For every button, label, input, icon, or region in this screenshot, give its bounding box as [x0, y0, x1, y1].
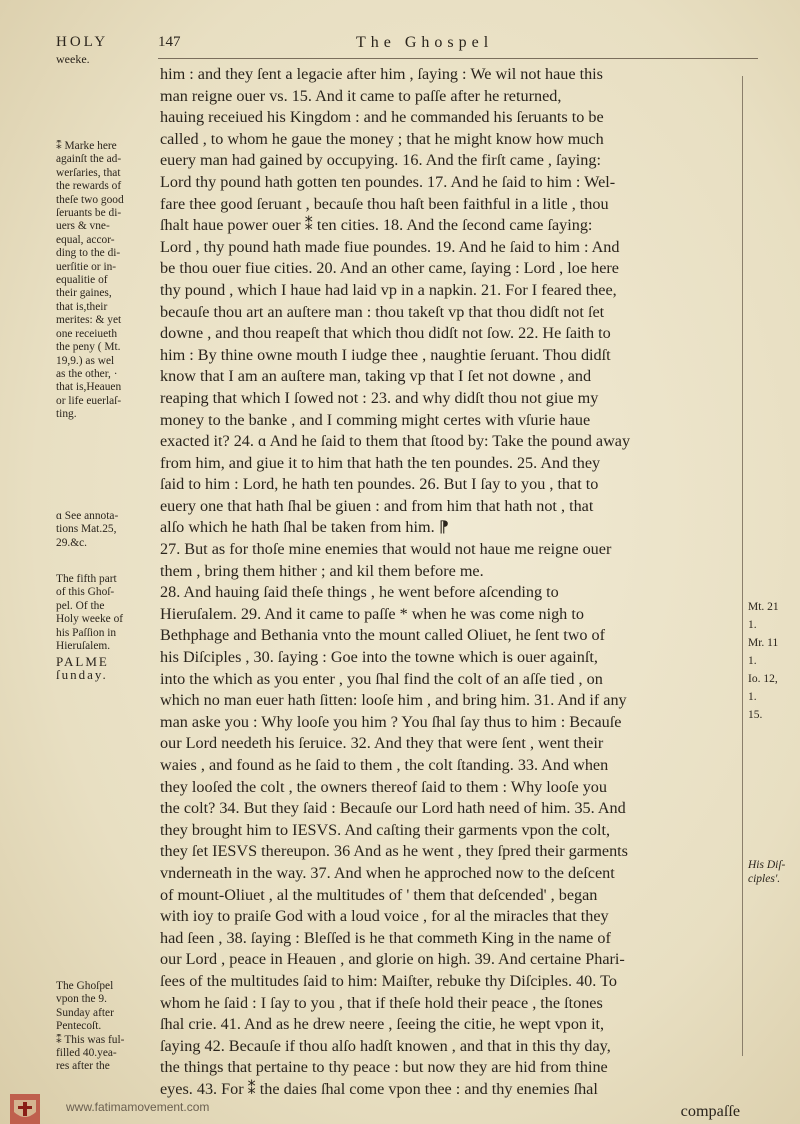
margin-note-line: werſaries, that [56, 166, 121, 179]
margin-note-line: the rewards of [56, 180, 122, 193]
text-line: euery man had gained by occupying. 16. And the firſt came , ſaying: [160, 151, 601, 170]
text-line: becauſe thou art an auſtere man : thou takeſt vp that thou didſt not ſet [160, 302, 605, 321]
text-line: hauing receiued his Kingdom : and he commanded his ſeruants to be [160, 108, 604, 127]
margin-note-line: equal, accor- [56, 233, 115, 246]
text-line: him : and they ſent a legacie after him , ſaying : We wil not haue this [160, 65, 603, 83]
margin-note-line: tions Mat.25, [56, 523, 117, 536]
text-line: the things that pertaine to thy peace : but now they are hid from thine [160, 1058, 608, 1077]
margin-note-line: againſt the ad- [56, 153, 122, 166]
text-line: which no man euer hath ſitten: looſe him , and bring him. 31. And if any [160, 691, 627, 710]
text-line: waies , and found as he ſaid to them , the colt ſtanding. 33. And when [160, 756, 609, 774]
text-line: euery one that hath ſhal be giuen : and from him that hath not , that [160, 496, 594, 515]
text-line: man reigne ouer vs. 15. And it came to paſſe after he returned, [160, 86, 562, 105]
margin-note-line: 29.&c. [56, 536, 88, 549]
margin-note-line: as the other, · [56, 367, 118, 380]
text-line: Bethphage and Bethania vnto the mount called Oliuet, he ſent two of [160, 626, 606, 645]
text-line: Lord , thy pound hath made fiue poundes. 19. And he ſaid to him : And [160, 237, 620, 256]
text-line: downe , and thou reapeſt that which thou didſt not ſow. 22. He ſaith to [160, 324, 611, 343]
margin-note-ghospel-sunday [56, 980, 158, 1074]
text-line: compaſſe [680, 1101, 740, 1120]
scripture-reference: Mt. 21 [748, 601, 779, 613]
margin-note-line: their gaines, [56, 287, 112, 300]
margin-note-line: one receiueth [56, 327, 118, 340]
margin-note-line: merites: & yet [56, 314, 122, 327]
text-line: alſo which he hath ſhal be taken from him. ⁋ [160, 518, 450, 537]
text-line: him : By thine owne mouth I iudge thee , naughtie ſeruant. Thou didſt [160, 345, 611, 364]
margin-note-line: ſunday. [56, 668, 108, 682]
text-line: money to the banke , and I comming might certes with vſurie haue [160, 410, 591, 429]
text-line: thy pound , which I haue had laid vp in a napkin. 21. For I feared thee, [160, 280, 617, 299]
margin-note-line: ting. [56, 408, 77, 421]
text-line: from him, and giue it to him that hath the ten poundes. 25. And they [160, 453, 601, 472]
margin-note-line: res after the [56, 1060, 110, 1073]
margin-note-line: The fifth part [56, 573, 117, 585]
margin-note-annotations [56, 510, 158, 550]
margin-note-rewards [56, 140, 158, 422]
margin-note-line: ding to the di- [56, 247, 121, 260]
text-line: of mount-Oliuet , al the multitudes of ' them that deſcended' , began [160, 885, 598, 904]
margin-note-fifth-part [56, 573, 158, 653]
text-line: ſhalt haue power ouer ⁑ ten cities. 18. And the ſecond came ſaying: [160, 216, 593, 235]
margin-note-line: vpon the 9. [56, 993, 107, 1006]
text-line: fare thee good ſeruant , becauſe thou haſt been faithful in a litle , thou [160, 194, 609, 213]
text-line: they ſet IESVS thereupon. 36 And as he went , they ſpred their garments [160, 842, 628, 861]
text-line: they brought him to IESVS. And caſting their garments vpon the colt, [160, 820, 611, 839]
margin-note-line: equalitie of [56, 274, 108, 287]
margin-note-line: Pentecoſt. [56, 1020, 102, 1033]
margin-note-line: his Paſſion in [56, 626, 117, 639]
margin-note-line: that is,their [56, 300, 108, 313]
scripture-reference: 1. [748, 619, 757, 631]
text-line: had ſeen , 38. ſaying : Bleſſed is he that commeth King in the name of [160, 928, 611, 947]
text-line: the colt? 34. But they ſaid : Becauſe our Lord hath need of him. 35. And [160, 799, 626, 818]
text-line: know that I am an auſtere man, taking vp that I ſet not downe , and [160, 367, 592, 386]
header-rule [158, 58, 758, 59]
text-line: our Lord needeth his ſeruice. 32. And they that were ſent , went their [160, 734, 604, 753]
text-line: ſaid to him : Lord, he hath ten poundes. 26. But I ſay to you , that to [160, 475, 599, 494]
text-line: ſees of the multitudes ſaid to him: Maiſter, rebuke thy Diſciples. 40. To [160, 971, 617, 990]
margin-note-line: pel. Of the [56, 599, 105, 612]
text-line: eyes. 43. For ⁑ the daies ſhal come vpon thee : and thy enemies ſhal [160, 1079, 598, 1098]
column-divider [742, 76, 743, 1056]
header-left-title: HOLY [56, 34, 109, 50]
watermark-url: www.fatimamovement.com [66, 1100, 210, 1114]
margin-note-line: ɑ See annota- [56, 510, 119, 522]
text-line: ſhal crie. 41. And as he drew neere , ſeeing the citie, he wept vpon it, [160, 1015, 605, 1034]
text-line: ſaying 42. Becauſe if thou alſo hadſt knowen , and that in this thy day, [160, 1036, 611, 1055]
margin-note-palme-sunday [56, 655, 158, 682]
text-line: them , bring them hither ; and kil them before me. [160, 561, 484, 580]
margin-note-line: Hieruſalem. [56, 640, 111, 653]
text-line: Hieruſalem. 29. And it came to paſſe * when he was come nigh to [160, 604, 584, 623]
margin-note-line: 19,9.) as wel [56, 354, 115, 367]
margin-note-line: uerſitie or in- [56, 260, 117, 273]
margin-note-line: filled 40.yea- [56, 1047, 117, 1060]
text-line: man aske you : Why looſe you him ? You ſhal ſay thus to him : Becauſe [160, 712, 622, 731]
margin-note-line: ⁑ This was ful- [56, 1033, 125, 1046]
margin-note-line: ſeruants be di- [56, 207, 122, 220]
text-line: our Lord , peace in Heauen , and glorie on high. 39. And certaine Phari- [160, 950, 625, 969]
margin-note-line: theſe two good [56, 193, 124, 206]
text-line: his Diſciples , 30. ſaying : Goe into the towne which is ouer againſt, [160, 648, 598, 667]
scripture-reference: 1. [748, 655, 757, 667]
text-line: 27. But as for thoſe mine enemies that would not haue me reigne ouer [160, 540, 612, 559]
margin-note-line: Holy weeke of [56, 613, 124, 626]
margin-note-line: that is,Heauen [56, 381, 122, 394]
right-margin-note-line: His Diſ- [748, 859, 786, 871]
text-line: be thou ouer fiue cities. 20. And an other came, ſaying : Lord , loe here [160, 259, 619, 278]
margin-note-line: or life euerlaſ- [56, 394, 122, 407]
margin-note-line: The Ghoſpel [56, 980, 114, 992]
main-text-column [160, 64, 740, 1122]
margin-note-line: of this Ghoſ- [56, 586, 115, 599]
running-title: The Ghospel [356, 34, 494, 51]
text-line: reaping that which I ſowed not : 23. and why didſt thou not giue my [160, 388, 599, 407]
scripture-reference: Io. 12, [748, 673, 778, 685]
scripture-reference: 1. [748, 691, 757, 703]
page-number: 147 [158, 34, 181, 50]
right-margin-note [748, 858, 798, 886]
text-line: vnderneath in the way. 37. And when he approched now to the deſcent [160, 863, 615, 882]
right-margin-note-line: ciples'. [748, 873, 781, 885]
text-line: called , to whom he gaue the money ; that he might know how much [160, 129, 604, 148]
scripture-reference: Mr. 11 [748, 637, 779, 649]
margin-note-line: PALME [56, 655, 109, 669]
header-left-subtitle: weeke. [56, 52, 90, 66]
right-margin-references [748, 600, 798, 726]
text-line: with ioy to praiſe God with a loud voice , for al the miracles that they [160, 907, 609, 926]
text-line: exacted it? 24. ɑ And he ſaid to them that ſtood by: Take the pound away [160, 432, 631, 451]
text-line: they looſed the colt , the owners thereof ſaid to them : Why looſe you [160, 777, 607, 796]
margin-note-line: ⁑ Marke here [56, 140, 117, 152]
margin-note-line: uers & vne- [56, 220, 110, 233]
margin-note-line: the peny ( Mt. [56, 341, 121, 354]
fatima-logo-icon [8, 1092, 62, 1124]
text-line: 28. And hauing ſaid theſe things , he went before aſcending to [160, 583, 559, 602]
text-line: Lord thy pound hath gotten ten poundes. 17. And he ſaid to him : Wel- [160, 172, 616, 191]
text-line: whom he ſaid : I ſay to you , that if theſe hold their peace , the ſtones [160, 993, 603, 1012]
margin-note-line: Sunday after [56, 1006, 114, 1019]
scripture-reference: 15. [748, 709, 763, 721]
text-line: into the which as you enter , you ſhal find the colt of an aſſe tied , on [160, 669, 603, 688]
page-header [56, 34, 756, 66]
